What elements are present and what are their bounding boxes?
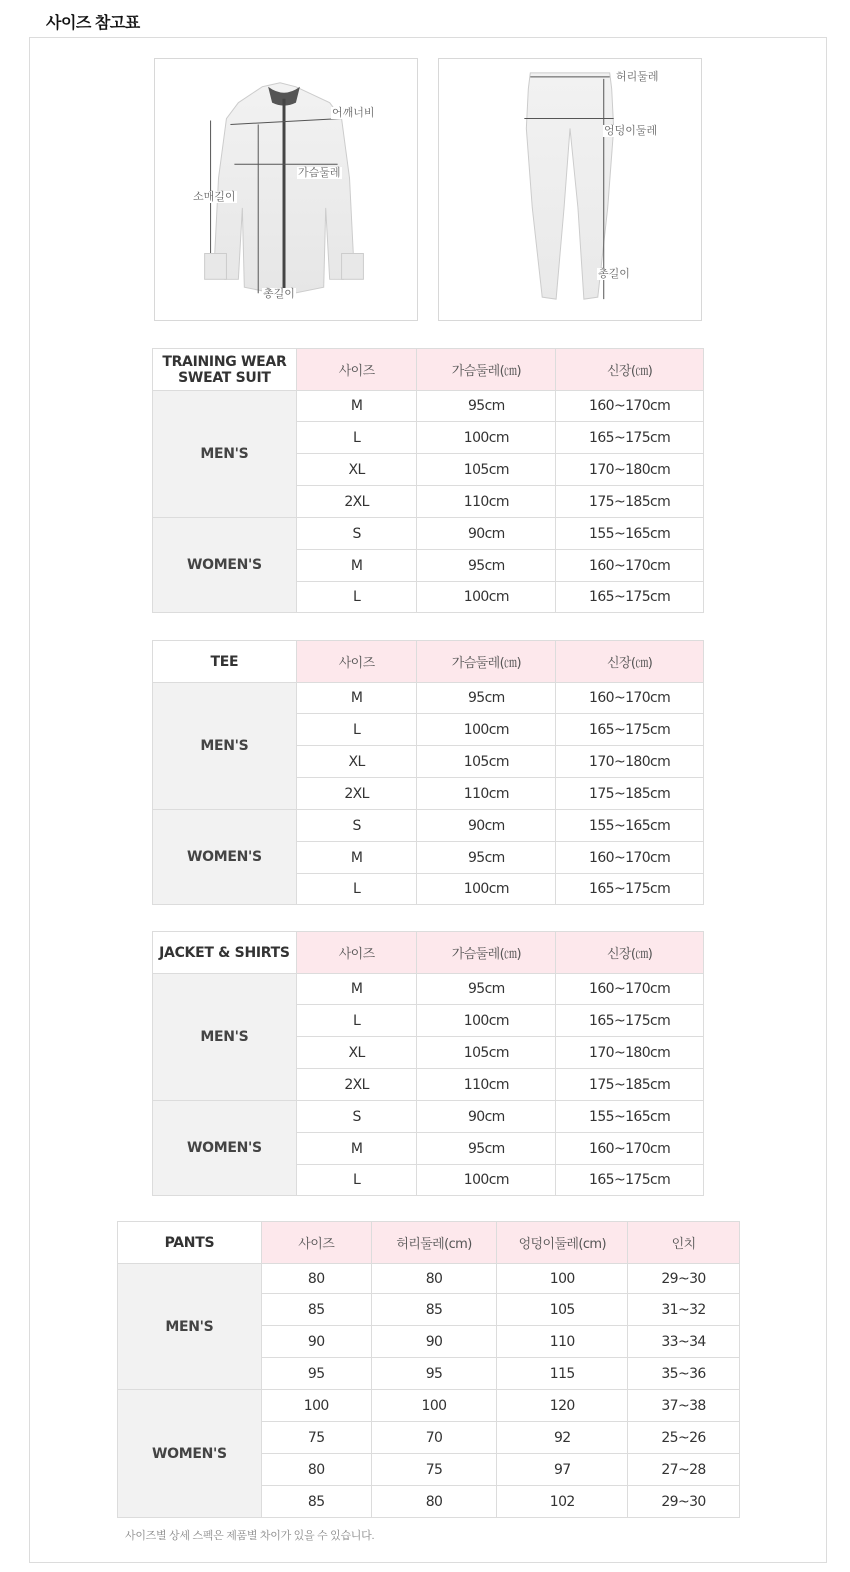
- inch-cell: 27~28: [628, 1454, 740, 1486]
- size-cell: L: [296, 874, 417, 905]
- header-size: 사이즈: [296, 349, 417, 391]
- table-category: PANTS: [118, 1222, 262, 1264]
- waist-cell: 95: [371, 1358, 497, 1390]
- chest-cell: 95cm: [417, 1133, 556, 1165]
- size-cell: L: [296, 1005, 417, 1037]
- chest-cell: 95cm: [417, 391, 556, 422]
- category-line: TRAINING WEAR: [162, 353, 287, 370]
- chest-cell: 110cm: [417, 778, 556, 810]
- size-cell: M: [296, 550, 417, 582]
- pants-illustration: [439, 59, 701, 320]
- chest-cell: 110cm: [417, 486, 556, 518]
- size-cell: 2XL: [296, 486, 417, 518]
- inch-cell: 35~36: [628, 1358, 740, 1390]
- size-cell: 80: [261, 1264, 371, 1294]
- size-cell: M: [296, 391, 417, 422]
- waist-label: 허리둘레: [616, 71, 659, 83]
- jacket-illustration: [155, 59, 417, 320]
- chest-cell: 100cm: [417, 714, 556, 746]
- group-label-womens: WOMEN'S: [153, 1101, 297, 1196]
- height-cell: 160~170cm: [556, 1133, 704, 1165]
- height-cell: 160~170cm: [556, 391, 704, 422]
- inch-cell: 25~26: [628, 1422, 740, 1454]
- size-disclaimer: 사이즈별 상세 스펙은 제품별 차이가 있을 수 있습니다.: [125, 1530, 375, 1542]
- category-line: SWEAT SUIT: [178, 369, 271, 386]
- inch-cell: 29~30: [628, 1264, 740, 1294]
- height-cell: 165~175cm: [556, 422, 704, 454]
- chest-cell: 95cm: [417, 974, 556, 1005]
- chest-cell: 105cm: [417, 454, 556, 486]
- sleeve-label: 소매길이: [193, 191, 236, 203]
- chest-cell: 95cm: [417, 842, 556, 874]
- size-cell: M: [296, 842, 417, 874]
- height-cell: 160~170cm: [556, 683, 704, 714]
- waist-cell: 80: [371, 1486, 497, 1518]
- height-cell: 165~175cm: [556, 582, 704, 613]
- hip-cell: 97: [497, 1454, 628, 1486]
- header-height: 신장(㎝): [556, 932, 704, 974]
- size-cell: 95: [261, 1358, 371, 1390]
- chest-cell: 90cm: [417, 1101, 556, 1133]
- size-cell: 90: [261, 1326, 371, 1358]
- height-cell: 165~175cm: [556, 714, 704, 746]
- chest-cell: 105cm: [417, 1037, 556, 1069]
- size-cell: 85: [261, 1486, 371, 1518]
- chest-cell: 110cm: [417, 1069, 556, 1101]
- jacket-length-label: 총길이: [263, 288, 295, 300]
- height-cell: 175~185cm: [556, 1069, 704, 1101]
- height-cell: 160~170cm: [556, 974, 704, 1005]
- hip-cell: 110: [497, 1326, 628, 1358]
- height-cell: 155~165cm: [556, 518, 704, 550]
- chest-cell: 100cm: [417, 582, 556, 613]
- header-chest: 가슴둘레(㎝): [417, 641, 556, 683]
- chest-cell: 100cm: [417, 422, 556, 454]
- size-cell: S: [296, 518, 417, 550]
- inch-cell: 37~38: [628, 1390, 740, 1422]
- header-chest: 가슴둘레(㎝): [417, 349, 556, 391]
- pants-length-label: 총길이: [598, 268, 630, 280]
- size-cell: L: [296, 714, 417, 746]
- inch-cell: 31~32: [628, 1294, 740, 1326]
- hip-cell: 102: [497, 1486, 628, 1518]
- height-cell: 160~170cm: [556, 550, 704, 582]
- hip-cell: 92: [497, 1422, 628, 1454]
- header-hip: 엉덩이둘레(cm): [497, 1222, 628, 1264]
- height-cell: 175~185cm: [556, 778, 704, 810]
- waist-cell: 70: [371, 1422, 497, 1454]
- table-category: TEE: [153, 641, 297, 683]
- hip-cell: 100: [497, 1264, 628, 1294]
- tee-size-table: [152, 640, 704, 905]
- table-category: JACKET & SHIRTS: [153, 932, 297, 974]
- size-cell: 100: [261, 1390, 371, 1422]
- waist-cell: 85: [371, 1294, 497, 1326]
- header-size: 사이즈: [296, 932, 417, 974]
- hip-cell: 105: [497, 1294, 628, 1326]
- chest-cell: 95cm: [417, 550, 556, 582]
- header-size: 사이즈: [261, 1222, 371, 1264]
- height-cell: 170~180cm: [556, 746, 704, 778]
- size-cell: 2XL: [296, 1069, 417, 1101]
- header-chest: 가슴둘레(㎝): [417, 932, 556, 974]
- hip-label: 엉덩이둘레: [604, 125, 658, 137]
- chest-cell: 100cm: [417, 1005, 556, 1037]
- size-cell: L: [296, 422, 417, 454]
- header-inch: 인치: [628, 1222, 740, 1264]
- chest-cell: 90cm: [417, 518, 556, 550]
- height-cell: 165~175cm: [556, 874, 704, 905]
- page-title: 사이즈 참고표: [46, 15, 140, 32]
- group-label-womens: WOMEN'S: [153, 810, 297, 905]
- pants-measure-diagram: [438, 58, 702, 321]
- group-label-mens: MEN'S: [153, 391, 297, 518]
- size-cell: 85: [261, 1294, 371, 1326]
- group-label-womens: WOMEN'S: [153, 518, 297, 613]
- chest-cell: 100cm: [417, 874, 556, 905]
- chest-label: 가슴둘레: [298, 167, 341, 179]
- group-label-mens: MEN'S: [153, 683, 297, 810]
- inch-cell: 29~30: [628, 1486, 740, 1518]
- pants-size-table: [117, 1221, 740, 1518]
- hip-cell: 120: [497, 1390, 628, 1422]
- height-cell: 170~180cm: [556, 454, 704, 486]
- hip-cell: 115: [497, 1358, 628, 1390]
- shoulder-label: 어깨너비: [332, 107, 375, 119]
- size-cell: 80: [261, 1454, 371, 1486]
- group-label-womens: WOMEN'S: [118, 1390, 262, 1518]
- size-cell: S: [296, 810, 417, 842]
- height-cell: 170~180cm: [556, 1037, 704, 1069]
- jacket-measure-diagram: [154, 58, 418, 321]
- size-cell: M: [296, 683, 417, 714]
- chest-cell: 95cm: [417, 683, 556, 714]
- waist-cell: 75: [371, 1454, 497, 1486]
- height-cell: 165~175cm: [556, 1005, 704, 1037]
- size-cell: L: [296, 582, 417, 613]
- header-height: 신장(㎝): [556, 349, 704, 391]
- header-waist: 허리둘레(cm): [371, 1222, 497, 1264]
- height-cell: 160~170cm: [556, 842, 704, 874]
- size-cell: 75: [261, 1422, 371, 1454]
- waist-cell: 80: [371, 1264, 497, 1294]
- size-cell: L: [296, 1165, 417, 1196]
- waist-cell: 90: [371, 1326, 497, 1358]
- size-cell: M: [296, 1133, 417, 1165]
- size-cell: XL: [296, 1037, 417, 1069]
- size-cell: M: [296, 974, 417, 1005]
- inch-cell: 33~34: [628, 1326, 740, 1358]
- header-size: 사이즈: [296, 641, 417, 683]
- height-cell: 175~185cm: [556, 486, 704, 518]
- chest-cell: 100cm: [417, 1165, 556, 1196]
- height-cell: 155~165cm: [556, 810, 704, 842]
- size-cell: XL: [296, 454, 417, 486]
- group-label-mens: MEN'S: [153, 974, 297, 1101]
- jacket-shirts-size-table: [152, 931, 704, 1196]
- height-cell: 155~165cm: [556, 1101, 704, 1133]
- size-cell: 2XL: [296, 778, 417, 810]
- training-wear-size-table: [152, 348, 704, 613]
- height-cell: 165~175cm: [556, 1165, 704, 1196]
- table-category: [153, 349, 297, 391]
- group-label-mens: MEN'S: [118, 1264, 262, 1390]
- waist-cell: 100: [371, 1390, 497, 1422]
- chest-cell: 90cm: [417, 810, 556, 842]
- size-cell: S: [296, 1101, 417, 1133]
- size-cell: XL: [296, 746, 417, 778]
- chest-cell: 105cm: [417, 746, 556, 778]
- header-height: 신장(㎝): [556, 641, 704, 683]
